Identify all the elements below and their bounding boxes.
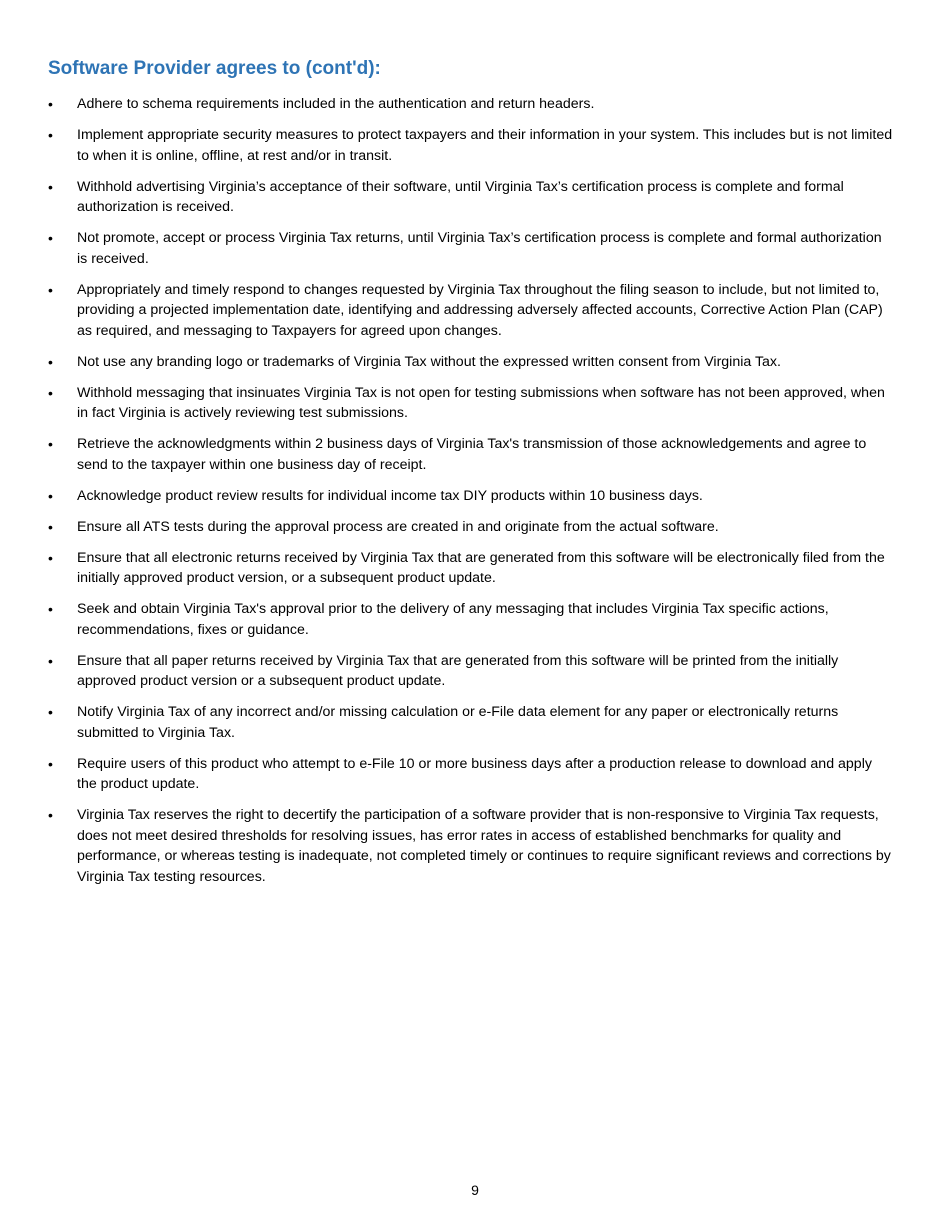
list-item	[48, 702, 893, 743]
list-item	[48, 517, 893, 538]
list-item	[48, 352, 893, 373]
list-item	[48, 599, 893, 640]
bullet-icon: •	[48, 384, 53, 401]
list-item-text: Ensure all ATS tests during the approval process are created in and originate from the actual software.	[77, 518, 719, 535]
list-item	[48, 754, 893, 795]
list-item-text: Seek and obtain Virginia Tax's approval prior to the delivery of any messaging that includes Virginia Tax specific actions, recommendations, fixes or guidance.	[77, 601, 829, 638]
section-heading: Software Provider agrees to (cont'd):	[48, 58, 381, 79]
list-item-text: Withhold messaging that insinuates Virginia Tax is not open for testing submissions when software has not been approved, when in fact Virginia is actively reviewing test submissions.	[77, 384, 885, 421]
list-item-text: Acknowledge product review results for individual income tax DIY products within 10 business days.	[77, 487, 703, 504]
requirements-list	[48, 94, 893, 898]
list-item-text: Not promote, accept or process Virginia Tax returns, until Virginia Tax’s certification process is complete and formal authorization is received.	[77, 230, 882, 267]
list-item-text: Notify Virginia Tax of any incorrect and/or missing calculation or e-File data element for any paper or electronically returns submitted to Virginia Tax.	[77, 704, 839, 741]
bullet-icon: •	[48, 807, 53, 823]
list-item-text: Appropriately and timely respond to changes requested by Virginia Tax throughout the filing season to include, but not limited to, providing a projected implementation date, identifying and addressing adversely affected accounts, Corrective Action Plan (CAP) as required, and messaging to Taxpayers for agreed upon changes.	[77, 281, 883, 339]
list-item-text: Adhere to schema requirements included in the authentication and return headers.	[77, 96, 595, 112]
list-item-text: Withhold advertising Virginia’s acceptance of their software, until Virginia Tax’s certification process is complete and formal authorization is received.	[77, 178, 844, 215]
list-item-text: Require users of this product who attempt to e-File 10 or more business days after a production release to download and apply the product update.	[77, 755, 872, 792]
list-item-text: Virginia Tax reserves the right to decertify the participation of a software provider that is non-responsive to Virginia Tax requests, does not meet desired thresholds for resolving issues, has error rates in access of established benchmarks for quality and performance, or whereas testing is inadequate, not completed timely or continues to require significant reviews and corrections by Virginia Tax testing resources.	[77, 807, 891, 885]
bullet-icon: •	[48, 704, 53, 720]
list-item	[48, 486, 893, 507]
bullet-icon: •	[48, 518, 53, 535]
bullet-icon: •	[48, 281, 53, 298]
bullet-icon: •	[48, 436, 53, 452]
list-item	[48, 651, 893, 692]
bullet-icon: •	[48, 127, 53, 143]
list-item	[48, 280, 893, 342]
bullet-icon: •	[48, 230, 53, 246]
bullet-icon: •	[48, 549, 53, 566]
list-item-text: Ensure that all electronic returns received by Virginia Tax that are generated from this software will be electronically filed from the initially approved product version, or a subsequent product update.	[77, 549, 885, 586]
bullet-icon: •	[48, 178, 53, 195]
list-item	[48, 177, 893, 218]
bullet-icon: •	[48, 755, 53, 772]
bullet-icon: •	[48, 652, 53, 669]
bullet-icon: •	[48, 601, 53, 617]
list-item-text: Not use any branding logo or trademarks of Virginia Tax without the expressed written consent from Virginia Tax.	[77, 353, 781, 370]
bullet-icon: •	[48, 353, 53, 370]
list-item-text: Retrieve the acknowledgments within 2 business days of Virginia Tax's transmission of those acknowledgements and agree to send to the taxpayer within one business day of receipt.	[77, 436, 867, 473]
list-item-text: Ensure that all paper returns received by Virginia Tax that are generated from this software will be printed from the initially approved product version or a subsequent product update.	[77, 652, 839, 689]
bullet-icon: •	[48, 487, 53, 504]
list-item	[48, 228, 893, 269]
list-item	[48, 94, 893, 115]
list-item	[48, 383, 893, 424]
list-item-text: Implement appropriate security measures to protect taxpayers and their information in your system. This includes but is not limited to when it is online, offline, at rest and/or in transit.	[77, 127, 893, 164]
list-item	[48, 548, 893, 589]
list-item	[48, 805, 893, 887]
page-number: 9	[471, 1182, 479, 1198]
list-item	[48, 125, 893, 166]
list-item	[48, 434, 893, 475]
bullet-icon: •	[48, 96, 53, 112]
